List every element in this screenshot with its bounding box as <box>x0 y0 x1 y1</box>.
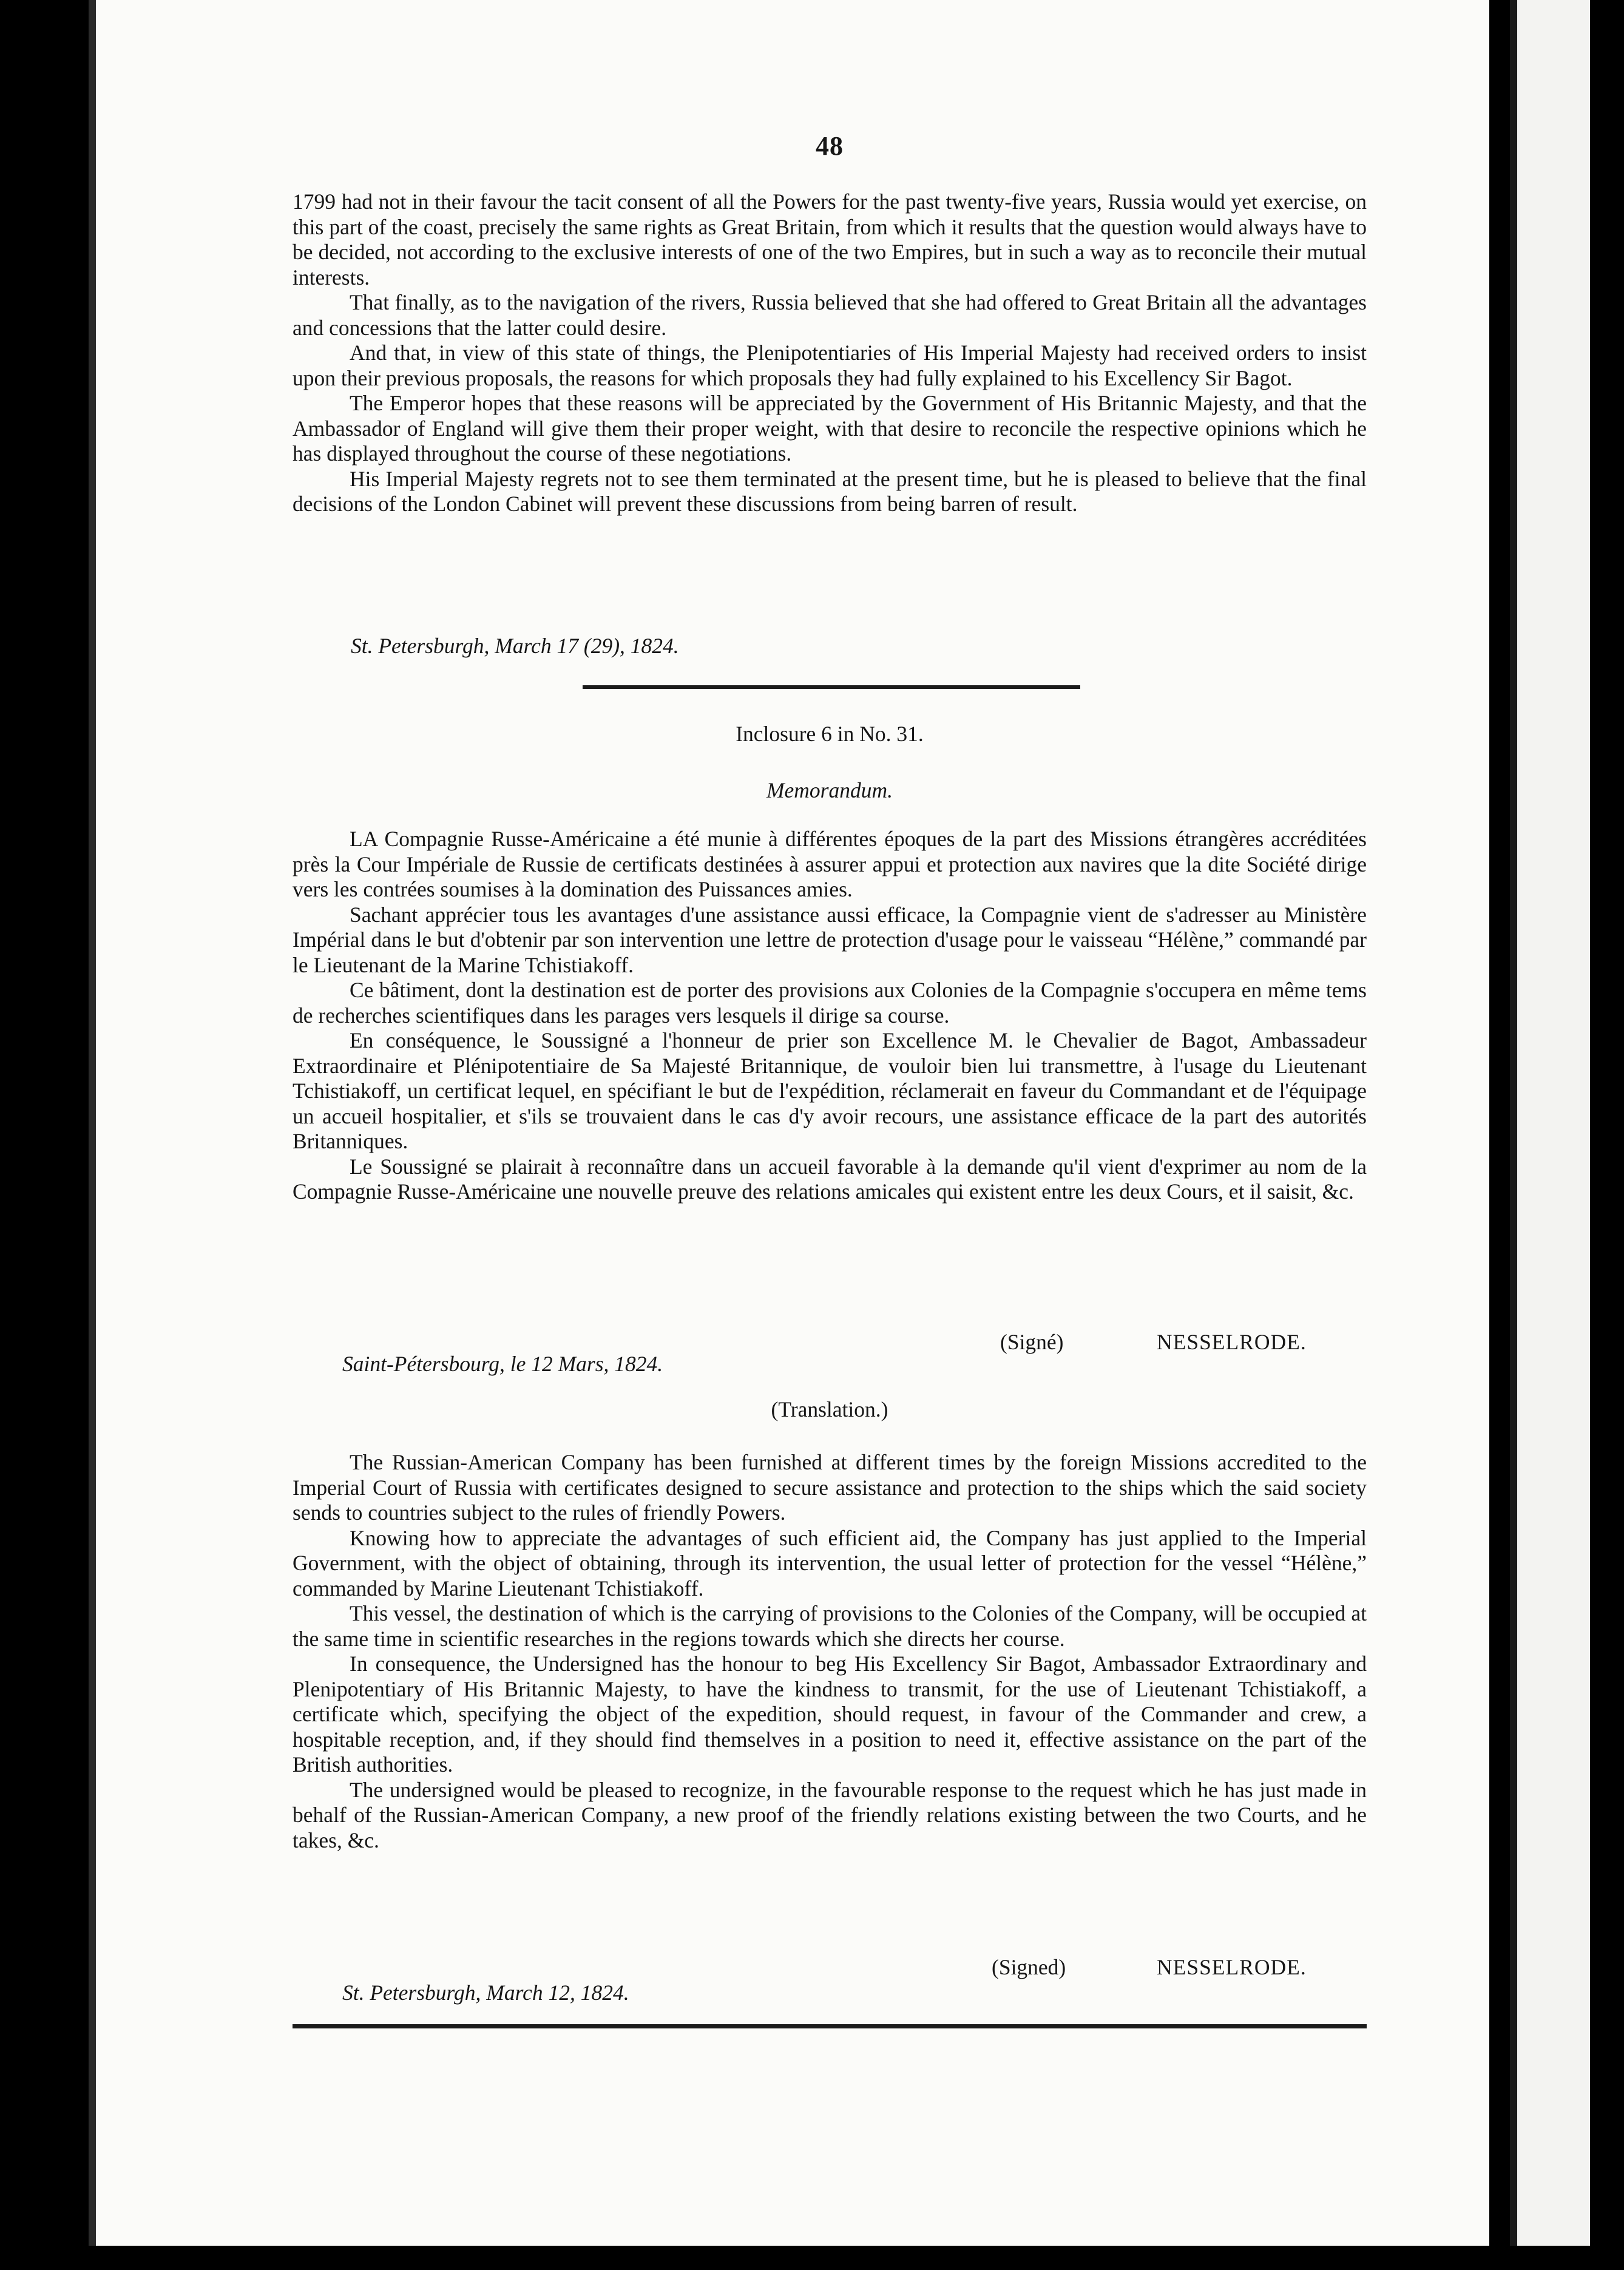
signatory-name: NESSELRODE. <box>1157 1955 1307 1979</box>
section-divider-rule <box>583 685 1080 689</box>
scan-left-edge <box>89 0 96 2246</box>
paragraph: Sachant apprécier tous les avantages d'une assistance aussi efficace, la Compagnie vient de s'adresser au Ministère Impérial dans le but d'obtenir par son intervention une lettre de protection d'usage pour le vaisseau “Hélène,” commandé par le Lieutenant de la Marine Tchistiakoff. <box>293 902 1367 977</box>
memorandum-french-text <box>293 827 1367 1205</box>
paragraph: That finally, as to the navigation of the rivers, Russia believed that she had offered to Great Britain all the advantages and concessions that the latter could desire. <box>293 290 1367 340</box>
signatory-name: NESSELRODE. <box>1157 1330 1307 1354</box>
paragraph: This vessel, the destination of which is the carrying of provisions to the Colonies of the Company, will be occupied at the same time in scientific researches in the regions towards which she directs her course. <box>293 1601 1367 1651</box>
memorandum-heading: Memorandum. <box>766 778 893 802</box>
end-rule <box>293 2024 1367 2028</box>
paragraph: The undersigned would be pleased to recognize, in the favourable response to the request which he has just made in behalf of the Russian-American Company, a new proof of the friendly relations existing between the two Courts, and he takes, &c. <box>293 1777 1367 1852</box>
paragraph: The Russian-American Company has been furnished at different times by the foreign Missions accredited to the Imperial Court of Russia with certificates designed to secure assistance and protection to the ships which the said society sends to countries subject to the rules of friendly Powers. <box>293 1450 1367 1525</box>
page-number: 48 <box>816 131 844 161</box>
paragraph: And that, in view of this state of things, the Plenipotentiaries of His Imperial Majesty had received orders to insist upon their previous proposals, the reasons for which proposals they had fully explained to his Excellency Sir Bagot. <box>293 340 1367 390</box>
scan-right-edge <box>1510 0 1517 2246</box>
dateline: St. Petersburgh, March 17 (29), 1824. <box>351 634 679 658</box>
paragraph: In consequence, the Undersigned has the honour to beg His Excellency Sir Bagot, Ambassador Extraordinary and Plenipotentiary of His Britannic Majesty, to have the kindness to transmit, for the use of Lieutenant Tchistiakoff, a certificate which, specifying the object of the expedition, should request, in favour of the Commander and crew, a hospitable reception, and, if they should find themselves in a position to need it, effective assistance on the part of the British authorities. <box>293 1652 1367 1777</box>
paragraph: LA Compagnie Russe-Américaine a été munie à différentes époques de la part des Missions étrangères accréditées près la Cour Impériale de Russie de certificats destinées à assurer appui et protection aux navires que la dite Société dirige vers les contrées soumises à la domination des Puissances amies. <box>293 827 1367 901</box>
paragraph: Ce bâtiment, dont la destination est de porter des provisions aux Colonies de la Compagnie s'occupera en même tems de recherches scientifiques dans les parages vers lesquels il dirige sa course. <box>293 978 1367 1028</box>
paragraph: 1799 had not in their favour the tacit consent of all the Powers for the past twenty-five years, Russia would yet exercise, on this part of the coast, precisely the same rights as Great Britain, from which it results that the question would always have to be decided, not according to the exclusive interests of one of the two Empires, but in such a way as to reconcile their mutual interests. <box>293 189 1367 290</box>
translation-heading: (Translation.) <box>771 1397 888 1421</box>
section-continued-text <box>293 189 1367 517</box>
paragraph: Le Soussigné se plairait à reconnaître dans un accueil favorable à la demande qu'il vient d'exprimer au nom de la Compagnie Russe-Américaine une nouvelle preuve des relations amicales qui existent entre les deux Cours, et il saisit, &c. <box>293 1154 1367 1204</box>
scan-bottom-edge <box>0 2246 1624 2270</box>
signed-label: (Signed) <box>992 1955 1066 1979</box>
dateline: St. Petersburgh, March 12, 1824. <box>342 1980 629 2005</box>
translation-text <box>293 1450 1367 1853</box>
dateline: Saint-Pétersbourg, le 12 Mars, 1824. <box>342 1352 663 1376</box>
inclosure-heading: Inclosure 6 in No. 31. <box>736 722 924 746</box>
paragraph: Knowing how to appreciate the advantages of such efficient aid, the Company has just applied to the Imperial Government, with the object of obtaining, through its intervention, the usual letter of protection for the vessel “Hélène,” commanded by Marine Lieutenant Tchistiakoff. <box>293 1525 1367 1601</box>
adjacent-page-strip <box>1517 0 1590 2246</box>
paragraph: The Emperor hopes that these reasons will be appreciated by the Government of His Britannic Majesty, and that the Ambassador of England will give them their proper weight, with that desire to reconcile the respective opinions which he has displayed throughout the course of these negotiations. <box>293 391 1367 466</box>
paragraph: His Imperial Majesty regrets not to see them terminated at the present time, but he is pleased to believe that the final decisions of the London Cabinet will prevent these discussions from being barren of result. <box>293 466 1367 516</box>
signed-label: (Signé) <box>1000 1330 1064 1354</box>
paragraph: En conséquence, le Soussigné a l'honneur de prier son Excellence M. le Chevalier de Bagot, Ambassadeur Extraordinaire et Plénipotentiaire de Sa Majesté Britannique, de vouloir bien lui transmettre, à l'usage du Lieutenant Tchistiakoff, un certificat lequel, en spécifiant le but de l'expédition, réclamerait en faveur du Commandant et de l'équipage un accueil hospitalier, et s'ils se trouvaient dans le cas d'y avoir recours, une assistance efficace de la part des autorités Britanniques. <box>293 1028 1367 1153</box>
